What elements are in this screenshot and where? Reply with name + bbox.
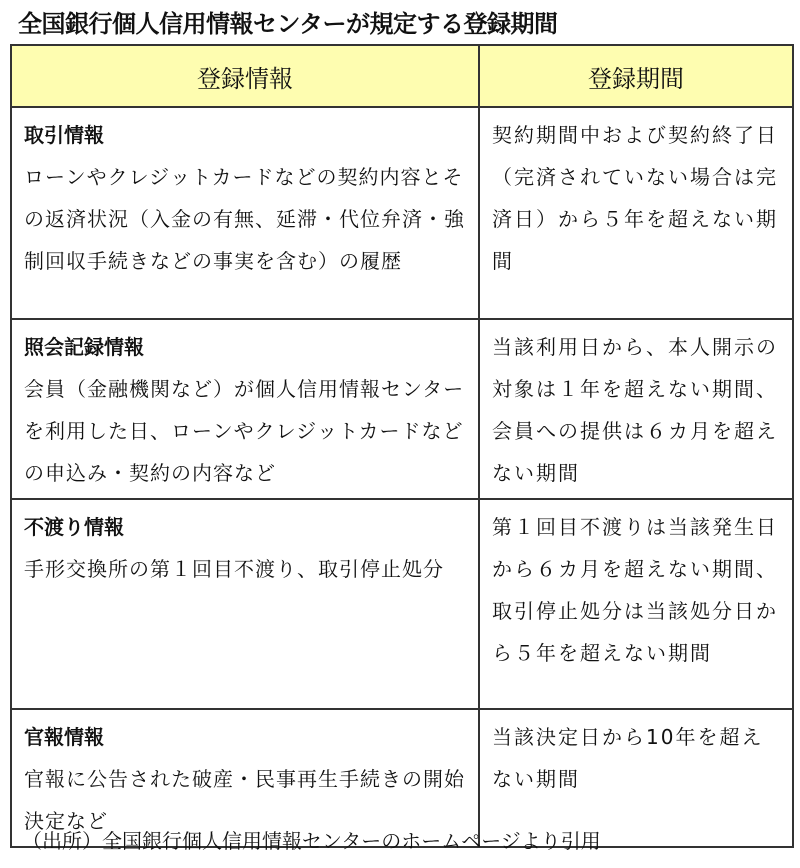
period-text: 第１回目不渡りは当該発生日から６カ月を超えない期間、取引停止処分は当該処分日から５年を超えない期間 bbox=[492, 515, 778, 665]
period-cell bbox=[479, 499, 793, 709]
row-title: 官報情報 bbox=[24, 725, 104, 749]
row-description: 官報に公告された破産・民事再生手続きの開始決定など bbox=[24, 767, 465, 833]
row-description: 会員（金融機関など）が個人信用情報センターを利用した日、ローンやクレジットカードなどの申込み・契約の内容など bbox=[24, 377, 465, 485]
row-description: ローンやクレジットカードなどの契約内容とその返済状況（入金の有無、延滞・代位弁済・強制回収手続きなどの事実を含む）の履歴 bbox=[24, 165, 465, 273]
info-cell bbox=[11, 107, 479, 319]
period-text: 当該利用日から、本人開示の対象は１年を超えない期間、会員への提供は６カ月を超えない期間 bbox=[492, 335, 778, 485]
period-cell bbox=[479, 107, 793, 319]
header-registration-info: 登録情報 bbox=[11, 45, 479, 107]
period-text: 契約期間中および契約終了日（完済されていない場合は完済日）から５年を超えない期間 bbox=[492, 123, 778, 273]
table-row bbox=[11, 499, 793, 709]
table-header-row bbox=[11, 45, 793, 107]
info-cell bbox=[11, 499, 479, 709]
row-title: 不渡り情報 bbox=[24, 515, 124, 539]
info-cell bbox=[11, 319, 479, 499]
period-cell bbox=[479, 319, 793, 499]
row-title: 照会記録情報 bbox=[24, 335, 144, 359]
source-note: （出所）全国銀行個人信用情報センターのホームページより引用 bbox=[22, 829, 601, 853]
table-row bbox=[11, 319, 793, 499]
period-text: 当該決定日から10年を超えない期間 bbox=[492, 725, 764, 791]
table-row bbox=[11, 107, 793, 319]
row-title: 取引情報 bbox=[24, 123, 104, 147]
row-description: 手形交換所の第１回目不渡り、取引停止処分 bbox=[24, 557, 444, 581]
registration-period-table bbox=[10, 44, 794, 848]
header-registration-period: 登録期間 bbox=[479, 45, 793, 107]
document-title: 全国銀行個人信用情報センターが規定する登録期間 bbox=[18, 10, 558, 38]
